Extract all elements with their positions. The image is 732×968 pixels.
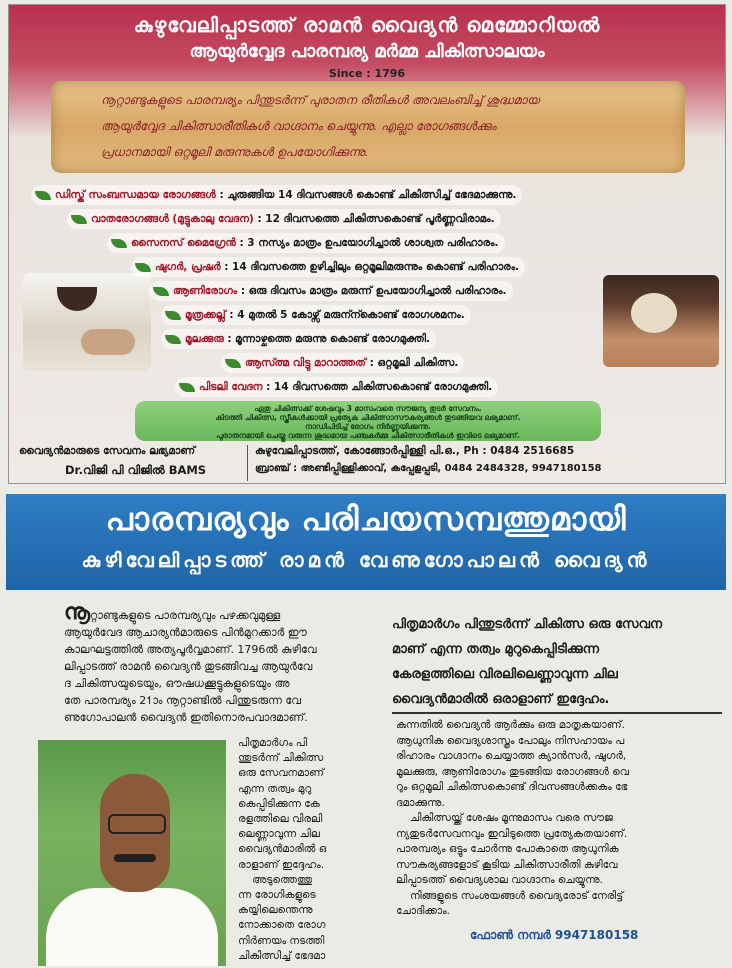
service-line: പുരാതനമായി ചെയ്തു വരുന്ന ശുദ്ധമായ പഞ്ചകർമ്മ ചികിത്സാരീതികൾ ഇവിടെ ലഭ്യമാണ്. bbox=[216, 431, 520, 440]
clinic-name: കുഴുവേലിപ്പാടത്ത് രാമൻ വൈദ്യൻ മെമ്മോറിയൽ bbox=[133, 13, 601, 37]
clinic-subtitle: ആയുർവ്വേദ പാരമ്പര്യ മർമ്മ ചികിത്സാലയം bbox=[189, 41, 545, 62]
narrow-line: ലെണ്ണാവുന്ന ചില bbox=[238, 828, 320, 841]
lead-line: ണുഗോപാലൻ വൈദ്യൻ ഇതിനൊരപവാദമാണ്. bbox=[64, 711, 308, 724]
service-line: ഏതു ചികിത്സക്ക് ശേഷവും 3 മാസംവരെ സൗജന്യ തുടർ സേവനം. bbox=[254, 404, 482, 413]
leaf-icon bbox=[135, 263, 151, 272]
treatment-item: സൈനസ് മൈഗ്രേൻ : 3 നസ്യം മാത്രം ഉപയോഗിച്ചാൽ ശാശ്വത പരിഹാരം. bbox=[107, 233, 505, 253]
narrow-line: ന്തുടർന്ന് ചികിത്സ bbox=[238, 752, 324, 765]
article-banner bbox=[6, 494, 726, 590]
treatment-item: പിടലി വേദന : 14 ദിവസത്തെ ചികിത്സകൊണ്ട് രോഗമുക്തി. bbox=[175, 377, 498, 397]
right-line: ദമാക്കുന്നു. bbox=[396, 796, 445, 809]
leaf-icon bbox=[71, 215, 87, 224]
vaidyan-portrait bbox=[38, 740, 226, 966]
since-year: Since : 1796 bbox=[328, 67, 406, 80]
service-line: നാഡിപിടിച്ച് രോഗം നിർണ്ണയിക്കുന്നു. bbox=[305, 422, 431, 431]
pull-quote bbox=[392, 612, 722, 712]
leaf-icon bbox=[111, 239, 127, 248]
treatment-item: മൂത്രക്കല്ല് : 4 മുതൽ 5 കോഴ്സ് മരുന്ന്കൊണ്ട് രോഗശമനം. bbox=[161, 305, 471, 325]
right-line: പാരമ്പര്യം ഒട്ടും ചോർന്നു പോകാതെ ആധുനിക bbox=[396, 843, 619, 855]
quote-line: പിതൃമാർഗം പിന്തുടർന്ന് ചികിത്സ ഒരു സേവന bbox=[392, 617, 663, 632]
narrow-line: നോക്കാതെ രോഗ bbox=[238, 919, 326, 932]
narrow-line: എന്ന തത്വം മുറു bbox=[238, 782, 312, 795]
herbal-bundle-image bbox=[631, 293, 677, 333]
right-line: ചോദിക്കാം. bbox=[396, 905, 450, 917]
therapy-photo-left bbox=[23, 273, 151, 371]
intro-scroll bbox=[51, 81, 685, 173]
right-line: രിഹാരം വാഗ്ദാനം ചെയ്യാത്ത ക്യാൻസർ, ഷുഗർ, bbox=[396, 750, 627, 762]
lead-line: കാലഘട്ടത്തിൽ അത്യപൂർവ്വമാണ്. 1796ൽ കുഴിവേ bbox=[64, 643, 317, 656]
doctor-name: Dr.വിജി പി വിജിൽ BAMS bbox=[65, 463, 207, 477]
right-line: ആധുനിക വൈദ്യശാസ്ത്രം പോലും നിസഹായം പ bbox=[396, 734, 625, 747]
oil-pot-image bbox=[57, 287, 97, 311]
leaf-icon bbox=[165, 311, 181, 320]
quote-line: കേരളത്തിലെ വിരലിലെണ്ണാവുന്ന ചില bbox=[392, 667, 618, 682]
leaf-icon bbox=[35, 191, 51, 200]
treatment-item: ഡിസ്ക് സംബന്ധമായ രോഗങ്ങൾ : ചുരുങ്ങിയ 14 ദിവസങ്ങൾ കൊണ്ട് ചികിത്സിച്ച് ഭേദമാക്കുന്നു. bbox=[31, 185, 522, 205]
narrow-line: വൈദ്യൻമാരിൽ ഒ bbox=[238, 843, 327, 856]
right-line: ചികിത്സയ്ക്ക് ശേഷം മൂന്നുമാസം വരെ സൗജ bbox=[410, 812, 613, 824]
portrait-spectacles bbox=[108, 814, 166, 834]
leaf-icon bbox=[153, 287, 169, 296]
narrow-line: നിർണയം നടത്തി bbox=[238, 934, 325, 947]
narrow-line: രാളാണ് ഇദ്ദേഹം. bbox=[238, 858, 325, 871]
right-line: ലിപ്പാടത്ത് വൈദ്യശാല വാഗ്ദാനം ചെയ്യുന്നു. bbox=[396, 874, 603, 886]
right-line: റും ഒറ്റമൂലി ചികിത്സകൊണ്ട് ദിവസങ്ങൾക്കകം ഭേ bbox=[396, 781, 628, 793]
treatment-item: വാതരോഗങ്ങൾ (മുട്ടുകാലു വേദന) : 12 ദിവസത്തെ ചികിത്സകൊണ്ട് പൂർണ്ണവിരാമം. bbox=[67, 209, 501, 229]
branch-line: ബ്രാഞ്ച് : അണ്ടിപ്പിള്ളിക്കാവ്, കപ്പേളപ്പടി, 0484 2484328, 9947180158 bbox=[255, 463, 602, 474]
address-line: കുഴുവേലിപ്പാടത്ത്, കോങ്ങോർപ്പിള്ളി പി.ഒ., Ph : 0484 2516685 bbox=[255, 445, 575, 457]
quote-divider bbox=[392, 712, 722, 714]
lead-line: ആയുർവേദ ആചാര്യൻമാരുടെ പിൻമുറക്കാർ ഈ bbox=[64, 626, 307, 639]
clinic-advertisement bbox=[8, 4, 726, 484]
doctor-intro: വൈദ്യൻമാരുടെ സേവനം ലഭ്യമാണ് bbox=[19, 445, 196, 457]
lead-line: ലിപ്പാടത്ത് രാമൻ വൈദ്യൻ തുടങ്ങിവച്ച ആയുർവേ bbox=[64, 660, 313, 673]
article-right-column bbox=[396, 718, 629, 920]
narrow-line: അടുത്തെത്തു bbox=[252, 873, 313, 886]
narrow-line: രളത്തിലെ വിരലി bbox=[238, 813, 323, 826]
treatment-item: ആണിരോഗം : ഒരു ദിവസം മാത്രം മരുന്ന് ഉപയോഗിച്ചാൽ പരിഹാരം. bbox=[149, 281, 513, 301]
quote-line: വൈദ്യൻമാരിൽ ഒരാളാണ് ഇദ്ദേഹം. bbox=[392, 692, 610, 707]
narrow-line: ചികിത്സിച്ച് ഭേദമാ bbox=[238, 949, 326, 962]
leaf-icon bbox=[179, 383, 195, 392]
scroll-line: നൂറ്റാണ്ടുകളുടെ പാരമ്പര്യം പിന്തുടർന്ന് പുരാതന രീതികൾ അവലംബിച്ച് ശുദ്ധമായ bbox=[101, 93, 540, 107]
leaf-icon bbox=[225, 359, 241, 368]
service-line: കിടത്തി ചികിത്സ, സ്ത്രീകൾക്കായി പ്രത്യേക ചികിത്സാസൗകര്യങ്ങൾ തുടങ്ങിയവ ലഭ്യമാണ്. bbox=[215, 413, 521, 422]
narrow-line: ന്ന രോഗികളുടെ bbox=[238, 889, 316, 902]
treatment-item: ഷുഗർ, പ്രഷർ : 14 ദിവസത്തെ ഉഴിച്ചിലും ഒറ്റമൂലിമരുന്നും കൊണ്ട് പരിഹാരം. bbox=[131, 257, 525, 277]
dropcap: നൂ bbox=[64, 600, 91, 625]
article-lead bbox=[64, 600, 317, 726]
right-line: മൂലക്കുരു, ആണിരോഗം തുടങ്ങിയ രോഗങ്ങൾ വെ bbox=[396, 765, 629, 778]
treatment-item: ആസ്ത്മ വിട്ടു മാറാത്തത് : ഒറ്റമൂലി ചികിത്സ. bbox=[221, 353, 464, 373]
phone-number: ഫോൺ നമ്പർ 9947180158 bbox=[470, 928, 639, 942]
patient-image bbox=[81, 329, 135, 355]
article-headline: പാരമ്പര്യവും പരിചയസമ്പത്തുമായി bbox=[105, 500, 627, 538]
narrow-line: പിതൃമാർഗം പി bbox=[238, 737, 308, 749]
services-box bbox=[135, 401, 601, 441]
contact-divider bbox=[247, 445, 248, 481]
leaf-icon bbox=[165, 335, 181, 344]
right-line: സൗകര്യങ്ങളോട് കൂടിയ ചികിത്സാരീതി കുഴിവേ bbox=[396, 858, 618, 871]
lead-line: ദ ചികിത്സയുടെയും, ഔഷധക്കൂട്ടുകളുടെയും അ bbox=[64, 677, 290, 690]
scroll-line: പ്രധാനമായി ഒറ്റമൂലി മരുന്നുകൾ ഉപയോഗിക്കുന്നു. bbox=[101, 145, 369, 159]
narrow-line: കെപ്പിടിക്കുന്ന കേ bbox=[238, 797, 320, 810]
article-narrow-column bbox=[238, 736, 326, 964]
right-line: കുന്നതിൽ വൈദ്യൻ ആർക്കും ഒരു മാതൃകയാണ്. bbox=[396, 719, 625, 731]
narrow-line: കയ്യിലെന്തെന്നു bbox=[238, 904, 313, 917]
right-line: നിങ്ങളുടെ സംശയങ്ങൾ വൈദ്യരോട് നേരിട്ട് bbox=[410, 889, 624, 902]
narrow-line: ഒരു സേവനമാണ് bbox=[238, 767, 324, 780]
right-line: ന്യതുടർസേവനവും ഇവിടുത്തെ പ്രത്യേകതയാണ്. bbox=[396, 827, 628, 840]
portrait-moustache bbox=[114, 854, 156, 862]
quote-line: മാണ് എന്ന തത്വം മുറുകെപ്പിടിക്കുന്ന bbox=[392, 642, 600, 657]
therapy-photo-right bbox=[603, 275, 719, 367]
lead-line: തേ പാരമ്പര്യം 21ാം നൂറ്റാണ്ടിൽ പിന്തുടരുന്ന വേ bbox=[64, 694, 301, 707]
scroll-line: ആയുർവ്വേദ ചികിത്സാരീതികൾ വാഗ്ദാനം ചെയ്യുന്നു. എല്ലാ രോഗങ്ങൾക്കും bbox=[101, 119, 497, 133]
lead-line: നൂറ്റാണ്ടുകളുടെ പാരമ്പര്യവും പഴക്കവുമുള്ള bbox=[64, 600, 281, 625]
article-subheadline: കുഴിവേലിപ്പാടത്ത് രാമൻ വേണുഗോപാലൻ വൈദ്യൻ bbox=[81, 548, 651, 572]
treatment-item: മൂലക്കുരു : മൂന്നാഴ്ചത്തെ മരുന്നു കൊണ്ട് രോഗമുക്തി. bbox=[161, 329, 436, 349]
portrait-shirt bbox=[46, 888, 218, 966]
